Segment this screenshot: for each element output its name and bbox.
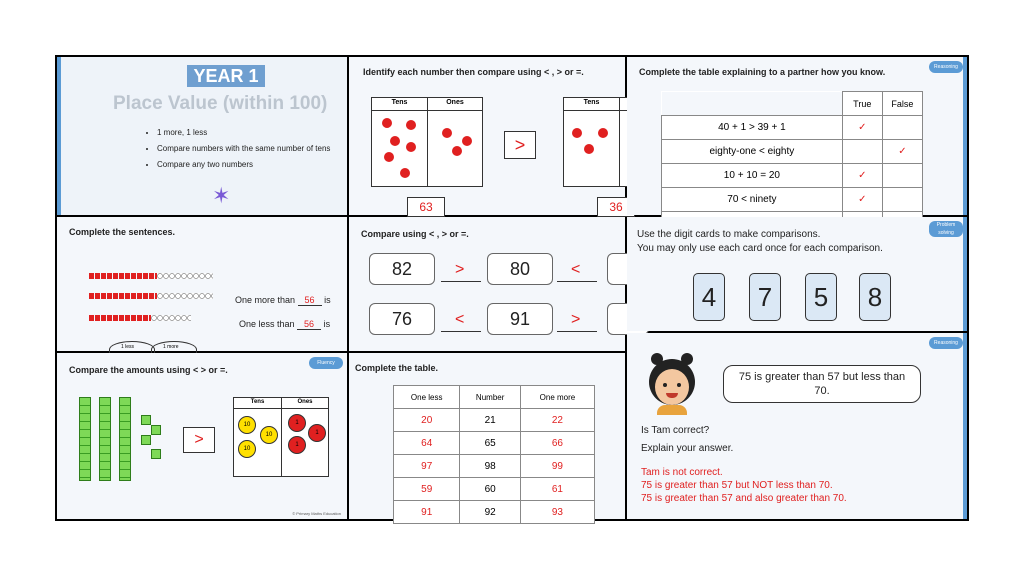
footer-credit: © Primary Maths Education bbox=[292, 511, 341, 516]
counters-chart bbox=[233, 397, 329, 477]
table-row: 64 65 66 bbox=[394, 432, 595, 455]
col-false: False bbox=[882, 92, 922, 116]
answer-line: Tam is not correct. bbox=[641, 467, 723, 478]
table-row: 91 92 93 bbox=[394, 501, 595, 524]
label-more: 1 more bbox=[163, 344, 179, 350]
question: Is Tam correct? bbox=[641, 425, 710, 436]
sentence-1: One more than 56 is bbox=[235, 295, 331, 305]
reasoning-tag: Reasoning bbox=[929, 61, 963, 73]
answer-blank[interactable]: 56 bbox=[298, 295, 322, 306]
slide-instruction: Identify each number then compare using < , > or =. bbox=[363, 67, 584, 77]
slides-grid bbox=[55, 55, 969, 521]
table-row: eighty-one < eighty ✓ bbox=[662, 140, 923, 164]
tens-header: Tens bbox=[391, 99, 408, 106]
base-ten-cube bbox=[141, 435, 151, 445]
base-ten-rod bbox=[99, 397, 111, 481]
star-logo-icon: ✶ bbox=[212, 183, 231, 208]
base-ten-rod bbox=[119, 397, 131, 481]
answer-right[interactable]: 36 bbox=[597, 197, 635, 217]
table-row: 70 < ninety ✓ bbox=[662, 188, 923, 212]
table-row: 97 98 99 bbox=[394, 455, 595, 478]
prompt: Explain your answer. bbox=[641, 443, 734, 454]
slide-compare-amounts[interactable] bbox=[57, 353, 347, 519]
digit-card[interactable]: 8 bbox=[859, 273, 891, 321]
objective-item: • 1 more, 1 less bbox=[157, 125, 330, 141]
number-box: 80 bbox=[487, 253, 553, 285]
digit-card[interactable]: 4 bbox=[693, 273, 725, 321]
table-row: 10 + 10 = 20 ✓ bbox=[662, 164, 923, 188]
col-header: One more bbox=[520, 386, 594, 409]
number-box: 82 bbox=[369, 253, 435, 285]
one-counter: 1 bbox=[288, 414, 306, 432]
reasoning-tag: Reasoning bbox=[929, 337, 963, 349]
slide-sentences[interactable] bbox=[57, 217, 347, 351]
table-row: 59 60 61 bbox=[394, 478, 595, 501]
one-counter: 1 bbox=[308, 424, 326, 442]
ones-header: Ones bbox=[446, 99, 464, 106]
ones-header: Ones bbox=[297, 399, 313, 405]
slide-identify-compare[interactable] bbox=[349, 57, 625, 215]
answer-blank[interactable]: 56 bbox=[297, 319, 321, 330]
place-value-chart-right bbox=[563, 97, 635, 187]
slide-complete-table[interactable] bbox=[349, 353, 625, 519]
ten-counter: 10 bbox=[260, 426, 278, 444]
compare-sign-box[interactable]: > bbox=[504, 131, 536, 159]
slide-instruction: Complete the table explaining to a partner how you know. bbox=[639, 67, 886, 77]
lesson-title: Place Value (within 100) bbox=[113, 93, 328, 114]
digit-card[interactable]: 7 bbox=[749, 273, 781, 321]
ten-counter: 10 bbox=[238, 416, 256, 434]
table-row: 40 + 1 > 39 + 1 ✓ bbox=[662, 116, 923, 140]
slide-tam-reasoning[interactable] bbox=[627, 333, 967, 519]
col-true: True bbox=[842, 92, 882, 116]
base-ten-rod bbox=[79, 397, 91, 481]
instruction-line-1: Use the digit cards to make comparisons. bbox=[637, 229, 821, 240]
slide-instruction: Compare using < , > or =. bbox=[361, 229, 469, 239]
objectives-list bbox=[145, 125, 330, 173]
compare-answer[interactable]: < bbox=[455, 311, 465, 328]
compare-answer[interactable]: > bbox=[571, 311, 581, 328]
true-false-table bbox=[661, 91, 923, 236]
table-row: 20 21 22 bbox=[394, 409, 595, 432]
compare-sign-box[interactable]: > bbox=[183, 427, 215, 453]
year-badge: YEAR 1 bbox=[187, 65, 265, 87]
digit-card[interactable]: 5 bbox=[805, 273, 837, 321]
answer-line: 75 is greater than 57 and also greater than 70. bbox=[641, 493, 847, 504]
one-counter: 1 bbox=[288, 436, 306, 454]
more-less-table bbox=[393, 385, 595, 524]
fluency-tag: Fluency bbox=[309, 357, 343, 369]
instruction-line-2: You may only use each card once for each comparison. bbox=[637, 243, 883, 254]
objective-item: • Compare numbers with the same number of tens bbox=[157, 141, 330, 157]
tens-header: Tens bbox=[583, 99, 600, 106]
slide-instruction: Complete the sentences. bbox=[69, 227, 176, 237]
slide-compare-numbers[interactable] bbox=[349, 217, 625, 351]
base-ten-cube bbox=[151, 425, 161, 435]
base-ten-cube bbox=[141, 415, 151, 425]
number-box: 76 bbox=[369, 303, 435, 335]
problem-solving-tag: Problem solving bbox=[929, 221, 963, 237]
compare-answer[interactable]: > bbox=[455, 261, 465, 278]
ten-counter: 10 bbox=[238, 440, 256, 458]
col-header: Number bbox=[460, 386, 520, 409]
objective-item: • Compare any two numbers bbox=[157, 157, 330, 173]
col-header: One less bbox=[394, 386, 460, 409]
number-box: 91 bbox=[487, 303, 553, 335]
child-avatar bbox=[645, 353, 699, 413]
slide-instruction: Compare the amounts using < > or =. bbox=[69, 365, 228, 375]
sentence-2: One less than 56 is bbox=[239, 319, 331, 329]
speech-bubble: 75 is greater than 57 but less than 70. bbox=[723, 365, 921, 403]
slide-title[interactable] bbox=[57, 57, 347, 215]
tens-header: Tens bbox=[250, 399, 265, 405]
answer-line: 75 is greater than 57 but NOT less than 70. bbox=[641, 480, 833, 491]
slide-instruction: Complete the table. bbox=[355, 363, 439, 373]
answer-left[interactable]: 63 bbox=[407, 197, 445, 217]
base-ten-cube bbox=[151, 449, 161, 459]
slide-true-false[interactable] bbox=[627, 57, 967, 215]
slide-digit-cards[interactable] bbox=[627, 217, 967, 331]
compare-answer[interactable]: < bbox=[571, 261, 581, 278]
label-less: 1 less bbox=[121, 344, 135, 350]
place-value-chart-left bbox=[371, 97, 483, 187]
